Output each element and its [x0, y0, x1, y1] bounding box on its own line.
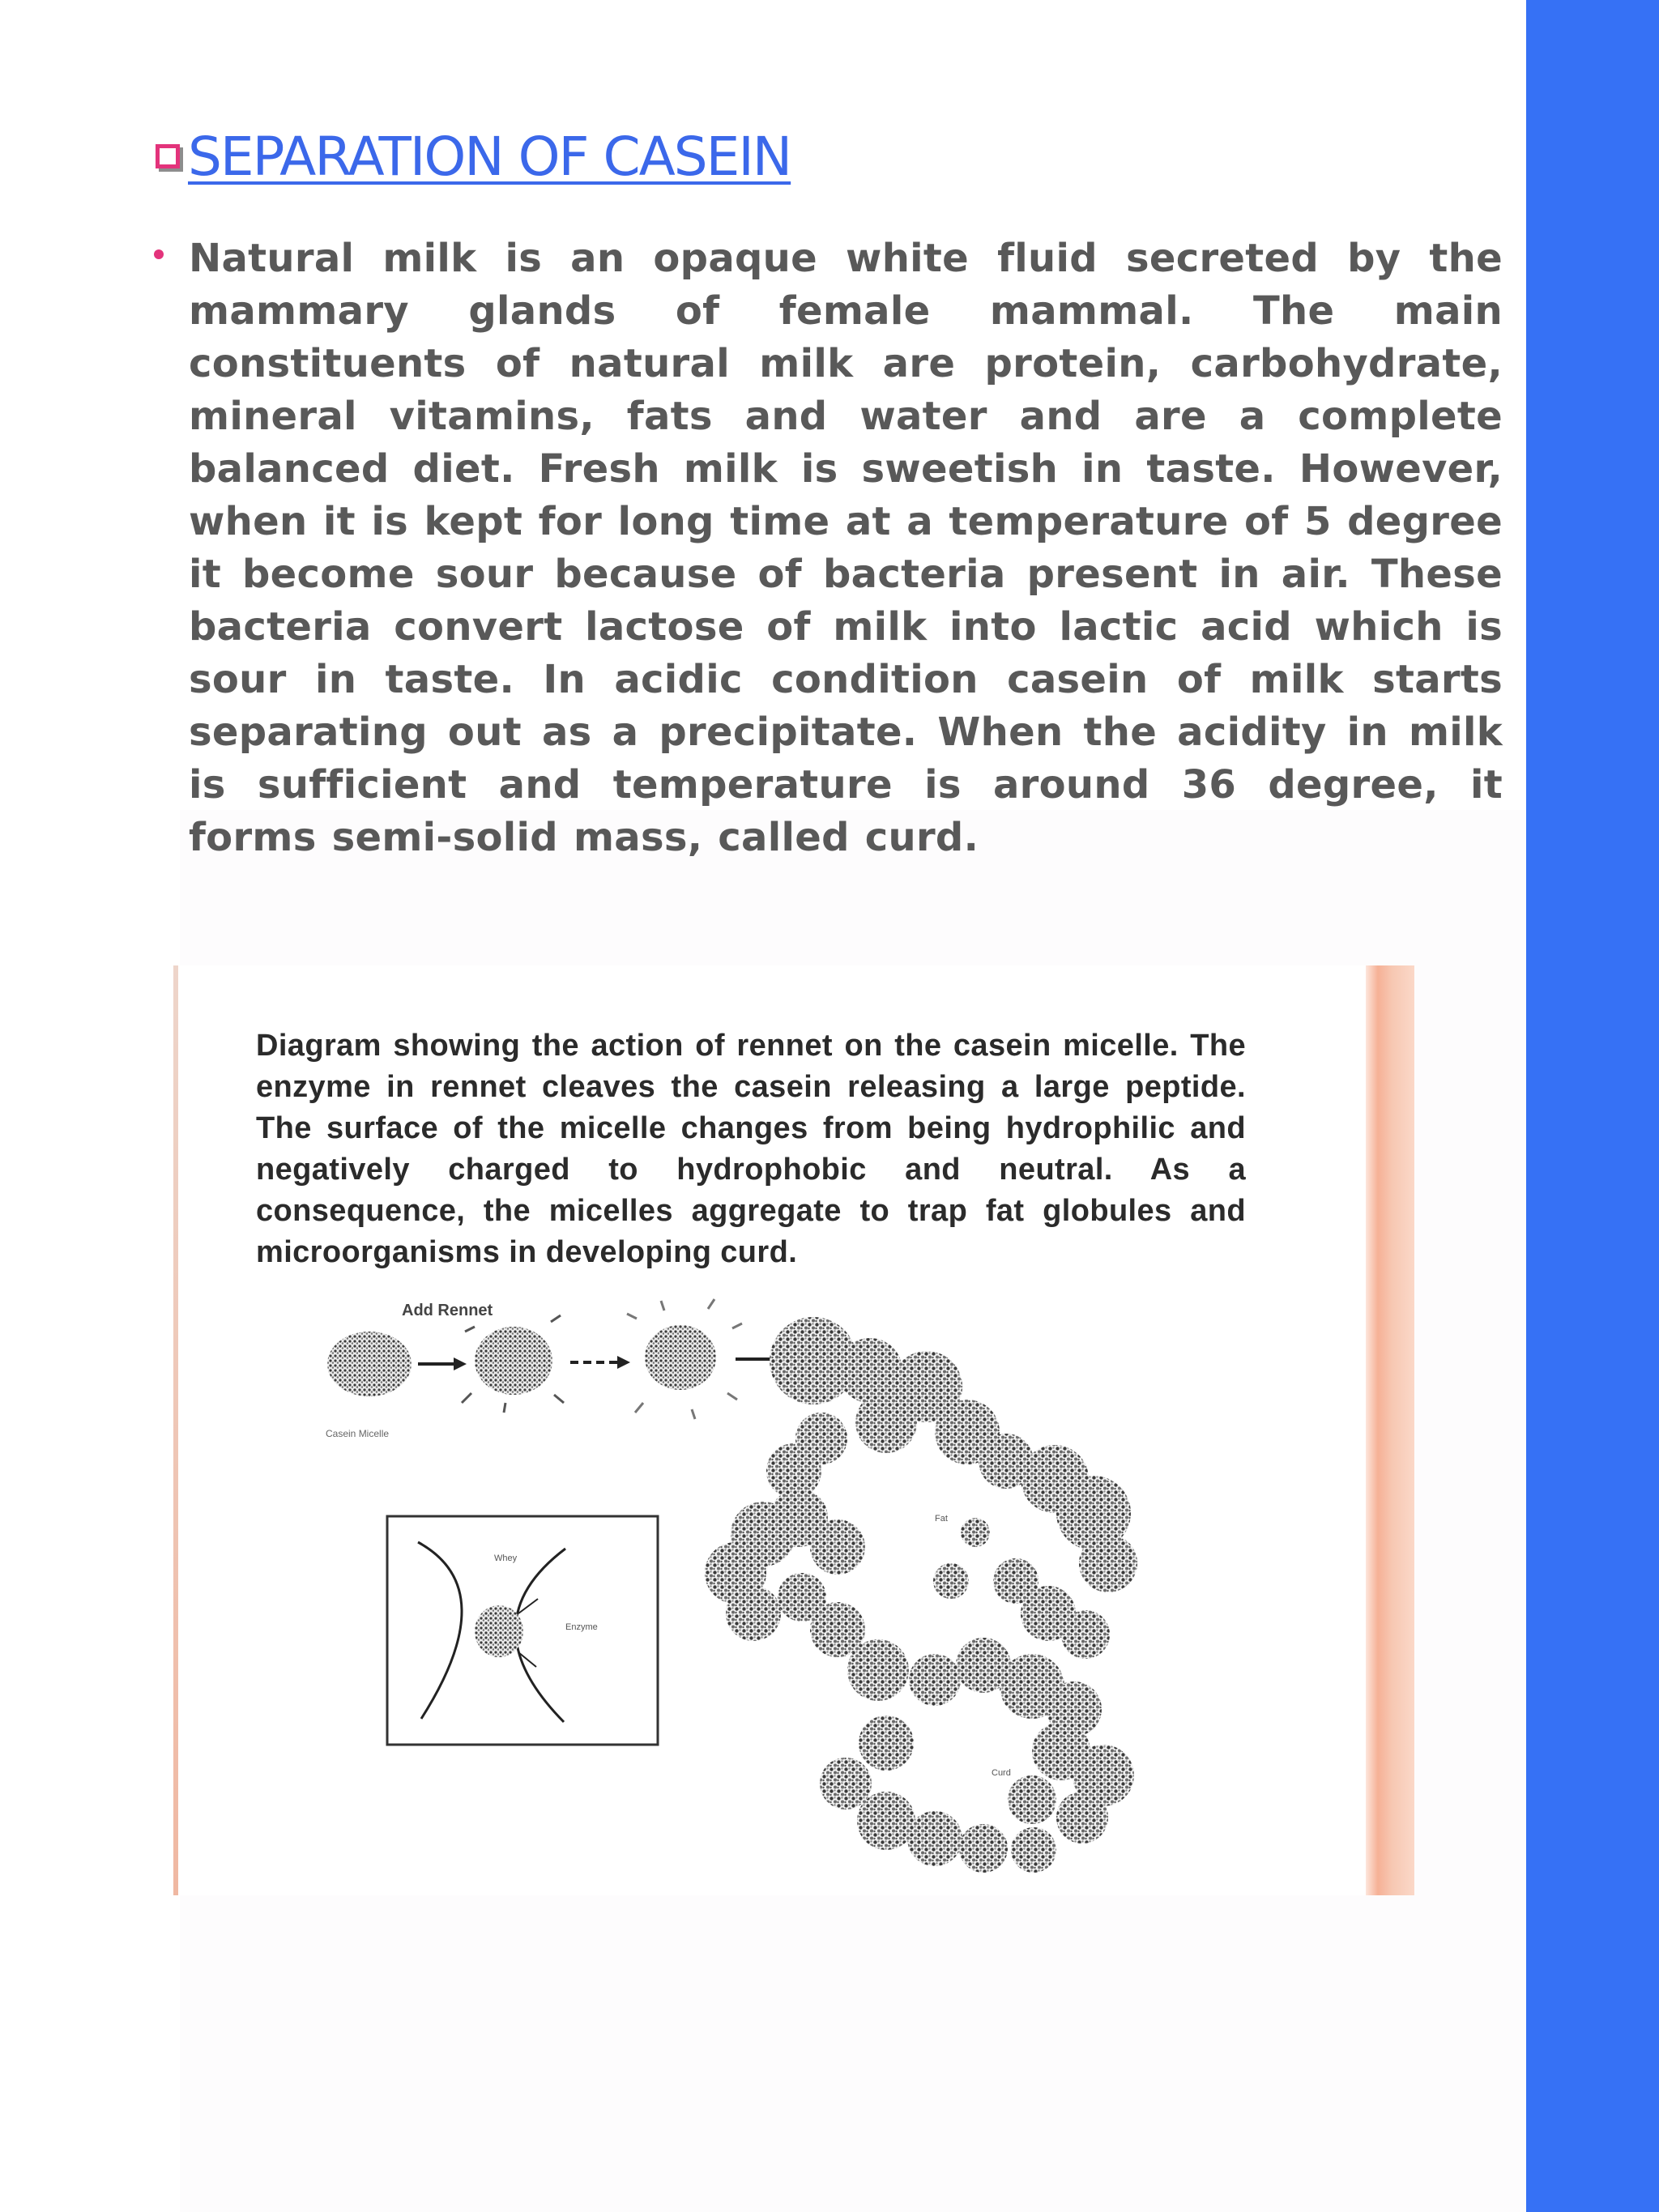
arrow-right-icon [418, 1357, 467, 1370]
side-accent-bar [1526, 0, 1659, 2212]
figure-caption: Diagram showing the action of rennet on the casein micelle. The enzyme in rennet cleaves the casein releasing a large peptide. The surface of the micelle changes from being hydrophilic and negatively charged to hydrophobic and neutral. As a consequence, the micelles aggregate to trap fat globules and microorganisms in developing curd. [256, 1029, 1246, 1269]
slide-title: SEPARATION OF CASEIN [188, 125, 791, 188]
arrow-right-icon [570, 1356, 630, 1369]
casein-micelle-step2 [462, 1315, 564, 1413]
bullet-dot-icon [154, 249, 164, 259]
slide-title-row [156, 116, 791, 197]
curd-aggregate [705, 1317, 1137, 1873]
add-rennet-label: Add Rennet [402, 1302, 493, 1319]
enzyme-label: Enzyme [565, 1622, 598, 1632]
casein-micelle-label: Casein Micelle [326, 1428, 390, 1439]
casein-micelle-step3 [627, 1299, 742, 1419]
checkbox-bullet-icon [156, 144, 180, 168]
body-paragraph: Natural milk is an opaque white fluid secreted by the mammary glands of female mammal. The main constituents of natural milk are protein, carbohydrate, mineral vitamins, fats and water and are a complete balanced diet. Fresh milk is sweetish in taste. However, when it is kept for long time at a temperature of 5 degree it become sour because of bacteria present in air. These bacteria convert lactose of milk into lactic acid which is sour in taste. In acidic condition casein of milk starts separating out as a precipitate. When the acidity in milk is sufficient and temperature is around 36 degree, it forms semi-solid mass, called curd. [189, 236, 1503, 860]
enzyme-inset-box [387, 1516, 658, 1745]
rennet-diagram-figure [173, 965, 1414, 1895]
rennet-diagram [173, 965, 1414, 1895]
inset-label-top: Whey [494, 1554, 518, 1563]
curd-label: Curd [992, 1768, 1011, 1778]
casein-micelle-step1 [327, 1332, 412, 1396]
fat-label: Fat [935, 1514, 948, 1524]
